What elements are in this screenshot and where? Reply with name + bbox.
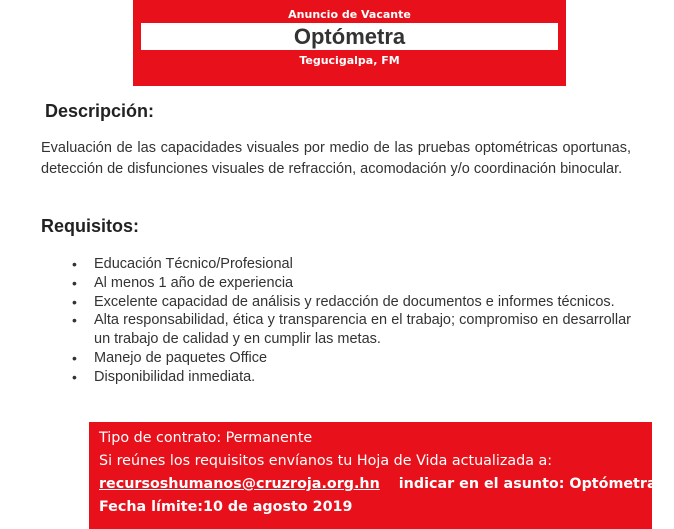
application-info-box: [89, 422, 657, 529]
application-instructions: Si reúnes los requisitos envíanos tu Hoja de Vida actualizada a:: [99, 453, 553, 469]
email-line: [99, 476, 657, 492]
deadline: Fecha límite:10 de agosto 2019: [99, 499, 353, 515]
requirement-item: • Alta responsabilidad, ética y transparencia en el trabajo; compromiso en desarrollar un trabajo de calidad y en cumplir las metas.: [94, 311, 631, 349]
description-text: Evaluación de las capacidades visuales por medio de las pruebas optométricas oportunas, detección de disfunciones visuales de refracción, acomodación y/o coordinación binocular.: [41, 140, 631, 177]
requirement-item: • Disponibilidad inmediata.: [94, 368, 631, 387]
requirements-list: [94, 255, 631, 387]
requirement-item: • Excelente capacidad de análisis y redacción de documentos e informes técnicos.: [94, 293, 631, 312]
description-heading: Descripción:: [45, 101, 155, 121]
requirement-item: • Educación Técnico/Profesional: [94, 255, 631, 274]
contract-type: Tipo de contrato: Permanente: [99, 430, 313, 446]
email-link[interactable]: recursoshumanos@cruzroja.org.hn: [99, 476, 380, 492]
job-location: Tegucigalpa, FM: [299, 54, 400, 67]
requirements-heading: Requisitos:: [41, 216, 140, 236]
subject-instruction: indicar en el asunto: Optómetra: [398, 476, 657, 492]
header-banner: [133, 0, 566, 86]
requirement-item: • Manejo de paquetes Office: [94, 349, 631, 368]
requirement-item: • Al menos 1 año de experiencia: [94, 274, 631, 293]
job-title: Optómetra: [141, 23, 558, 50]
header-subtitle: Anuncio de Vacante: [288, 8, 411, 21]
